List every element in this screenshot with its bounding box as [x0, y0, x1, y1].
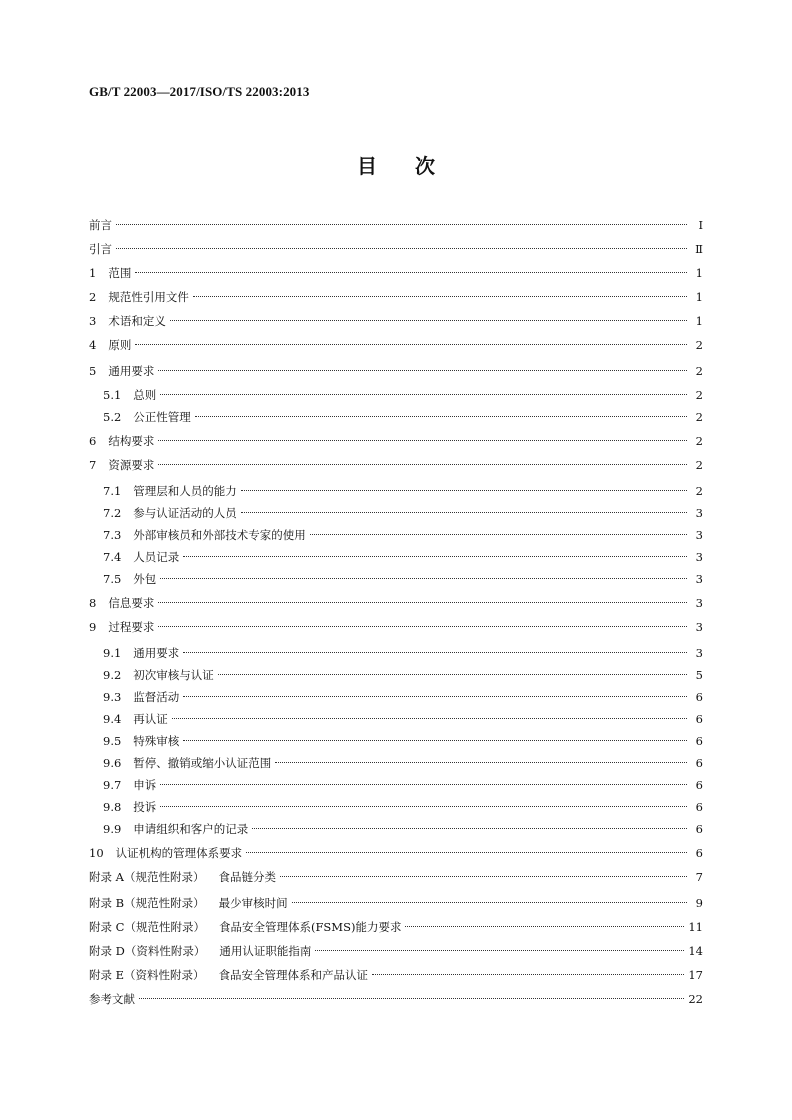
toc-entry-page: 6 — [695, 756, 703, 770]
toc-entry[interactable] — [89, 592, 703, 610]
toc-entry-label: 过程要求 — [108, 620, 155, 634]
toc-entry[interactable] — [103, 818, 703, 836]
toc-entry-page: 2 — [695, 410, 703, 424]
toc-entry-page: 1 — [695, 266, 703, 280]
toc-entry-label: 食品安全管理体系和产品认证 — [218, 968, 369, 982]
toc-entry-page: 14 — [688, 944, 703, 958]
toc-entry-number: 9.2 — [103, 668, 122, 682]
toc-entry-page: 7 — [695, 870, 703, 884]
dot-leader — [116, 210, 687, 225]
toc-entry[interactable] — [89, 616, 703, 634]
dot-leader — [160, 380, 687, 395]
toc-title: 目次 — [357, 154, 473, 178]
toc-entry-number: 9.9 — [103, 822, 122, 836]
toc-entry-page: 3 — [695, 596, 703, 610]
toc-entry-page: 3 — [695, 550, 703, 564]
toc-entry-page: Ⅰ — [698, 218, 703, 232]
toc-entry-page: 3 — [695, 646, 703, 660]
dot-leader — [280, 862, 687, 877]
dot-leader — [183, 682, 687, 697]
toc-entry-label: 外包 — [133, 572, 157, 586]
toc-entry-page: 3 — [695, 528, 703, 542]
dot-leader — [183, 726, 687, 741]
dot-leader — [160, 770, 687, 785]
toc-entry[interactable] — [89, 310, 703, 328]
dot-leader — [158, 426, 687, 441]
toc-entry[interactable] — [89, 360, 703, 378]
toc-entry[interactable] — [103, 642, 703, 660]
toc-entry-page: 22 — [688, 992, 703, 1006]
toc-entry[interactable] — [89, 238, 703, 256]
toc-entry-label: 总则 — [133, 388, 157, 402]
dot-leader — [183, 638, 687, 653]
toc-entry[interactable] — [103, 730, 703, 748]
toc-entry[interactable] — [89, 262, 703, 280]
toc-entry[interactable] — [89, 214, 703, 232]
toc-entry[interactable] — [103, 546, 703, 564]
toc-entry-label: 人员记录 — [133, 550, 180, 564]
toc-entry-number: 9.8 — [103, 800, 122, 814]
toc-entry-page: 6 — [695, 822, 703, 836]
toc-entry-number: 3 — [89, 314, 97, 328]
toc-entry-number: 5 — [89, 364, 97, 378]
toc-entry-label: 范围 — [108, 266, 132, 280]
toc-entry-page: 9 — [695, 896, 703, 910]
toc-entry[interactable] — [103, 480, 703, 498]
toc-entry-page: 6 — [695, 734, 703, 748]
toc-entry-page: 3 — [695, 506, 703, 520]
toc-entry-number: 7.3 — [103, 528, 122, 542]
toc-entry-label: 初次审核与认证 — [133, 668, 214, 682]
dot-leader — [172, 704, 687, 719]
toc-entry-label: 管理层和人员的能力 — [133, 484, 237, 498]
toc-entry-page: 2 — [695, 484, 703, 498]
toc-entry-label: 术语和定义 — [108, 314, 166, 328]
dot-leader — [158, 450, 687, 465]
toc-entry-label: 投诉 — [133, 800, 157, 814]
dot-leader — [193, 282, 687, 297]
toc-entry-number: 9.3 — [103, 690, 122, 704]
toc-entry-label: 通用认证职能指南 — [219, 944, 312, 958]
toc-entry-label: 申诉 — [133, 778, 157, 792]
toc-entry-number: 1 — [89, 266, 97, 280]
toc-entry[interactable] — [103, 752, 703, 770]
toc-entry-label: 暂停、撤销或缩小认证范围 — [133, 756, 272, 770]
dot-leader — [218, 660, 687, 675]
toc-entry-number: 7.2 — [103, 506, 122, 520]
toc-entry-label: 食品安全管理体系(FSMS)能力要求 — [218, 920, 402, 934]
toc-entry[interactable] — [103, 384, 703, 402]
toc-entry[interactable] — [89, 916, 703, 934]
toc-entry-label: 最少审核时间 — [218, 896, 288, 910]
toc-entry-label: 规范性引用文件 — [108, 290, 189, 304]
toc-entry-number: 9 — [89, 620, 97, 634]
toc-entry-number: 10 — [89, 846, 104, 860]
toc-entry-label: 参考文献 — [89, 992, 135, 1006]
toc-entry-page: 11 — [688, 920, 703, 934]
toc-entry[interactable] — [89, 430, 703, 448]
toc-entry-label: 引言 — [89, 242, 112, 256]
dot-leader — [292, 888, 687, 903]
toc-entry-number: 5.1 — [103, 388, 122, 402]
toc-entry-page: 1 — [695, 314, 703, 328]
toc-entry-number: 4 — [89, 338, 97, 352]
toc-entry-label: 外部审核员和外部技术专家的使用 — [133, 528, 306, 542]
toc-entry[interactable] — [103, 774, 703, 792]
dot-leader — [116, 234, 687, 249]
toc-entry[interactable] — [103, 568, 703, 586]
toc-entry-label: 前言 — [89, 218, 112, 232]
toc-entry[interactable] — [89, 286, 703, 304]
dot-leader — [275, 748, 687, 763]
toc-entry-label: 再认证 — [133, 712, 168, 726]
toc-entry-number: 2 — [89, 290, 97, 304]
dot-leader — [246, 838, 687, 853]
toc-entry-number: 7.5 — [103, 572, 122, 586]
dot-leader — [135, 258, 687, 273]
toc-entry-number: 5.2 — [103, 410, 122, 424]
toc-entry-label: 参与认证活动的人员 — [133, 506, 237, 520]
toc-entry-number: 7.4 — [103, 550, 122, 564]
toc-entry-label: 特殊审核 — [133, 734, 180, 748]
toc-entry-number: 附录 D（资料性附录） — [89, 944, 206, 958]
toc-entry-page: 6 — [695, 846, 703, 860]
toc-entry[interactable] — [89, 334, 703, 352]
dot-leader — [252, 814, 687, 829]
dot-leader — [158, 356, 687, 371]
toc-entry-label: 监督活动 — [133, 690, 180, 704]
toc-entry-page: 6 — [695, 778, 703, 792]
dot-leader — [183, 542, 687, 557]
dot-leader — [158, 612, 687, 627]
toc-entry-number: 9.1 — [103, 646, 122, 660]
toc-entry[interactable] — [103, 502, 703, 520]
toc-entry[interactable] — [89, 988, 703, 1006]
toc-entry-page: 2 — [695, 388, 703, 402]
toc-entry-number: 6 — [89, 434, 97, 448]
toc-entry-label: 信息要求 — [108, 596, 155, 610]
toc-entry[interactable] — [103, 406, 703, 424]
toc-entry-label: 资源要求 — [108, 458, 155, 472]
toc-entry-label: 认证机构的管理体系要求 — [115, 846, 243, 860]
toc-entry-number: 附录 B（规范性附录） — [89, 896, 205, 910]
toc-entry-page: Ⅱ — [695, 242, 703, 256]
toc-entry-page: 6 — [695, 690, 703, 704]
toc-entry[interactable] — [89, 454, 703, 472]
dot-leader — [139, 984, 684, 999]
toc-entry-number: 附录 A（规范性附录） — [89, 870, 205, 884]
toc-entry-page: 2 — [695, 434, 703, 448]
toc-entry-page: 6 — [695, 800, 703, 814]
toc-entry[interactable] — [89, 842, 703, 860]
dot-leader — [315, 936, 684, 951]
toc-entry[interactable] — [89, 964, 703, 982]
toc-entry[interactable] — [103, 708, 703, 726]
toc-entry-label: 结构要求 — [108, 434, 155, 448]
toc-entry-number: 9.4 — [103, 712, 122, 726]
dot-leader — [195, 402, 687, 417]
toc-entry[interactable] — [103, 524, 703, 542]
toc-entry-number: 9.6 — [103, 756, 122, 770]
dot-leader — [310, 520, 687, 535]
dot-leader — [241, 476, 687, 491]
toc-entry-page: 5 — [695, 668, 703, 682]
toc-entry-number: 7 — [89, 458, 97, 472]
toc-entry[interactable] — [89, 866, 703, 884]
dot-leader — [160, 792, 687, 807]
dot-leader — [372, 960, 684, 975]
toc-entry-number: 9.7 — [103, 778, 122, 792]
toc-entry-label: 原则 — [108, 338, 132, 352]
dot-leader — [170, 306, 687, 321]
dot-leader — [135, 330, 687, 345]
toc-entry-page: 2 — [695, 364, 703, 378]
toc-entry-label: 食品链分类 — [218, 870, 276, 884]
dot-leader — [158, 588, 687, 603]
toc-entry[interactable] — [103, 664, 703, 682]
toc-entry-number: 7.1 — [103, 484, 122, 498]
toc-entry-number: 9.5 — [103, 734, 122, 748]
toc-entry[interactable] — [103, 796, 703, 814]
toc-entry-page: 3 — [695, 572, 703, 586]
toc-entry-number: 8 — [89, 596, 97, 610]
toc-entry-page: 3 — [695, 620, 703, 634]
dot-leader — [160, 564, 687, 579]
toc-entry-label: 申请组织和客户的记录 — [133, 822, 249, 836]
standard-code-header: GB/T 22003—2017/ISO/TS 22003:2013 — [89, 84, 310, 99]
dot-leader — [241, 498, 687, 513]
toc-entry-number: 附录 E（资料性附录） — [89, 968, 205, 982]
toc-entry-page: 1 — [695, 290, 703, 304]
toc-entry[interactable] — [89, 940, 703, 958]
toc-entry-page: 2 — [695, 458, 703, 472]
toc-entry-page: 17 — [688, 968, 703, 982]
toc-entry-number: 附录 C（规范性附录） — [89, 920, 205, 934]
toc-entry-page: 2 — [695, 338, 703, 352]
toc-entry-label: 公正性管理 — [133, 410, 191, 424]
dot-leader — [405, 912, 684, 927]
toc-entry-label: 通用要求 — [133, 646, 180, 660]
toc-entry-page: 6 — [695, 712, 703, 726]
toc-entry-label: 通用要求 — [108, 364, 155, 378]
toc-entry[interactable] — [103, 686, 703, 704]
toc-entry[interactable] — [89, 892, 703, 910]
